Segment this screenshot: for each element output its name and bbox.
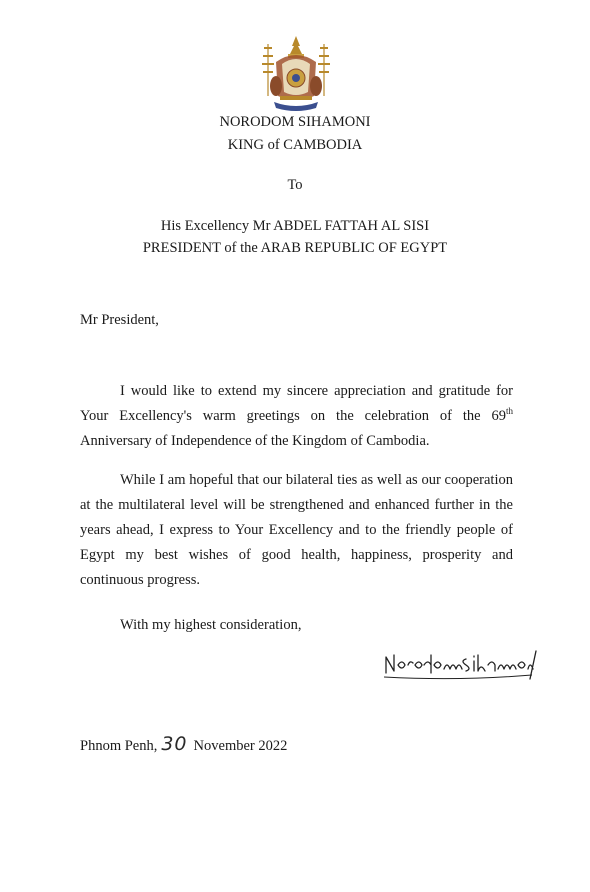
handwritten-signature-icon <box>380 645 540 685</box>
closing-line: With my highest consideration, <box>120 617 302 633</box>
place: Phnom Penh, <box>80 738 158 754</box>
ordinal-suffix: th <box>505 406 513 417</box>
paragraph-1-text-start: I would like to extend my sincere appreciation and gratitude for Your Excellency's warm greetings on the celebration of the 69 <box>80 383 513 424</box>
to-label: To <box>287 177 303 193</box>
sender-name: NORODOM SIHAMONI <box>219 114 371 130</box>
recipient-title: PRESIDENT of the ARAB REPUBLIC OF EGYPT <box>142 240 448 256</box>
sender-title: KING of CAMBODIA <box>227 137 363 153</box>
recipient-name: His Excellency Mr ABDEL FATTAH AL SISI <box>160 218 430 234</box>
body-paragraph-1 <box>80 379 513 454</box>
paragraph-1-text-end: Anniversary of Independence of the Kingdom of Cambodia. <box>80 433 430 449</box>
body-paragraph-2: While I am hopeful that our bilateral ties as well as our cooperation at the multilateral level will be strengthened and enhanced further in the years ahead, I express to Your Excellency and to the friendly people of Egypt my best wishes of good health, happiness, prosperity and continuous progress. <box>80 472 513 588</box>
dateline <box>80 733 287 755</box>
salutation: Mr President, <box>80 312 159 328</box>
handwritten-day: 30 <box>161 733 188 755</box>
month-year: November 2022 <box>193 738 288 754</box>
royal-arms-of-cambodia-icon <box>262 34 330 116</box>
